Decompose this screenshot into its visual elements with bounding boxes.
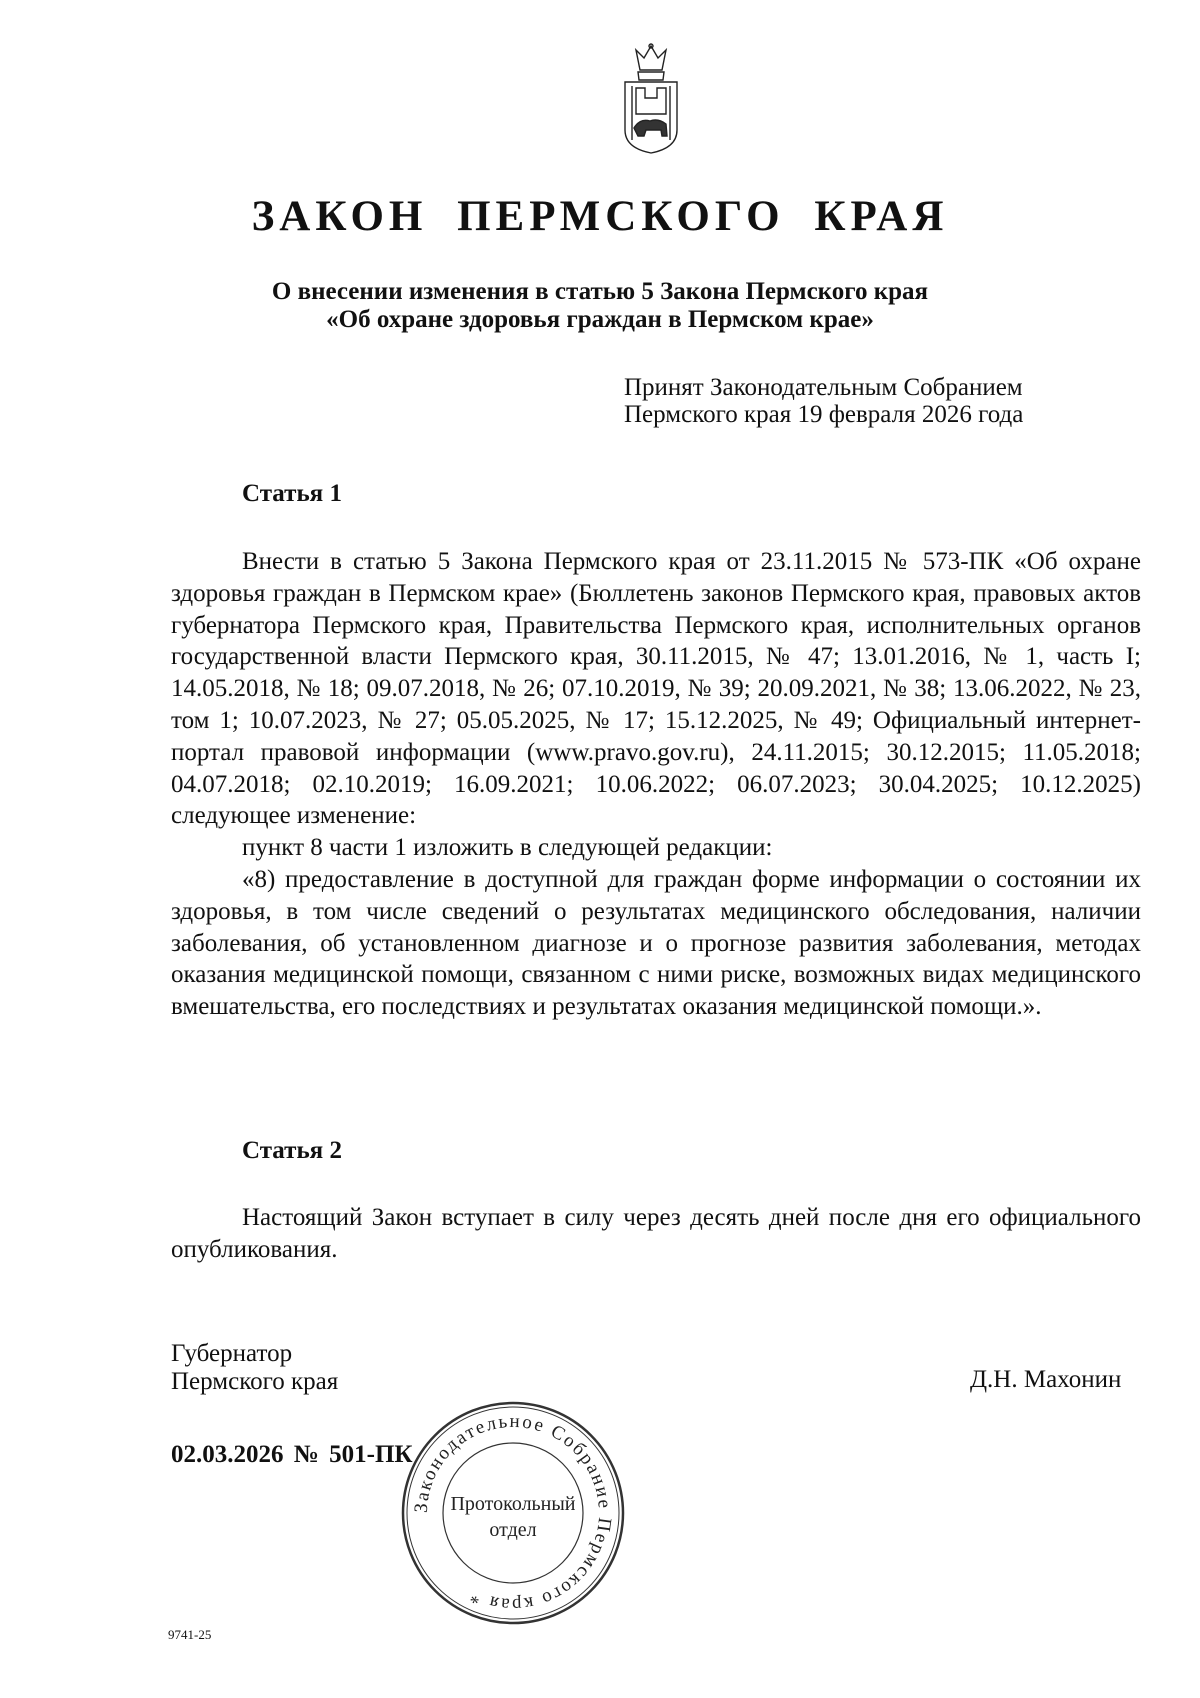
subtitle-line-1: О внесении изменения в статью 5 Закона Пермского края	[271, 278, 929, 305]
article-1-body	[171, 546, 1141, 1023]
document-code: 9741-25	[168, 1627, 212, 1642]
stamp-center-line-1: Протокольный	[450, 1493, 576, 1515]
document-subtitle	[0, 278, 1200, 334]
law-date-number: 02.03.2026 № 501-ПК	[171, 1441, 413, 1468]
adoption-line-2: Пермского края 19 февраля 2026 года	[624, 401, 1024, 428]
article-1-paragraph-3: «8) предоставление в доступной для граждан форме информации о состоянии их здоровья, в том числе сведений о результатах медицинского обследования, наличии заболевания, об установленном диагнозе и о прогнозе развития заболевания, методах оказания медицинской помощи, связанном с ними риске, возможных видах медицинского вмешательства, его последствиях и результатах оказания медицинской помощи.».	[171, 865, 1141, 1021]
article-2-paragraph-1: Настоящий Закон вступает в силу через десять дней после дня его официального опубликования.	[171, 1204, 1141, 1263]
official-stamp	[400, 1400, 626, 1626]
article-2-heading: Статья 2	[242, 1137, 342, 1164]
article-1-paragraph-2: пункт 8 части 1 изложить в следующей редакции:	[242, 834, 773, 862]
subtitle-line-2: «Об охране здоровья граждан в Пермском крае»	[326, 306, 874, 333]
signer-title-line-2: Пермского края	[171, 1368, 339, 1395]
article-1-paragraph-1: Внести в статью 5 Закона Пермского края от 23.11.2015 № 573-ПК «Об охране здоровья граждан в Пермском крае» (Бюллетень законов Пермского края, правовых актов губернатора Пермского края, Правительства Пермского края, исполнительных органов государственной власти Пермского края, 30.11.2015, № 47; 13.01.2016, № 1, часть I; 14.05.2018, № 18; 09.07.2018, № 26; 07.10.2019, № 39; 20.09.2021, № 38; 13.06.2022, № 23, том 1; 10.07.2023, № 27; 05.05.2025, № 17; 15.12.2025, № 49; Официальный интернет-портал правовой информации (www.pravo.gov.ru), 24.11.2015; 30.12.2015; 11.05.2018; 04.07.2018; 02.10.2019; 16.09.2021; 10.06.2022; 06.07.2023; 30.04.2025; 10.12.2025) следующее изменение:	[171, 548, 1141, 830]
adoption-note	[624, 374, 1023, 428]
article-2-body	[171, 1202, 1141, 1266]
stamp-ring-text: Законодательное Собрание Пермского края *	[410, 1410, 616, 1616]
stamp-center-line-2: отдел	[489, 1519, 537, 1541]
adoption-line-1: Принят Законодательным Собранием	[624, 374, 1023, 401]
document-title: ЗАКОН ПЕРМСКОГО КРАЯ	[251, 193, 949, 240]
signer-title-line-1: Губернатор	[171, 1340, 293, 1367]
signer-title	[171, 1340, 338, 1396]
article-1-heading: Статья 1	[242, 480, 342, 507]
signer-name: Д.Н. Махонин	[970, 1366, 1122, 1393]
coat-of-arms-icon	[622, 42, 680, 154]
